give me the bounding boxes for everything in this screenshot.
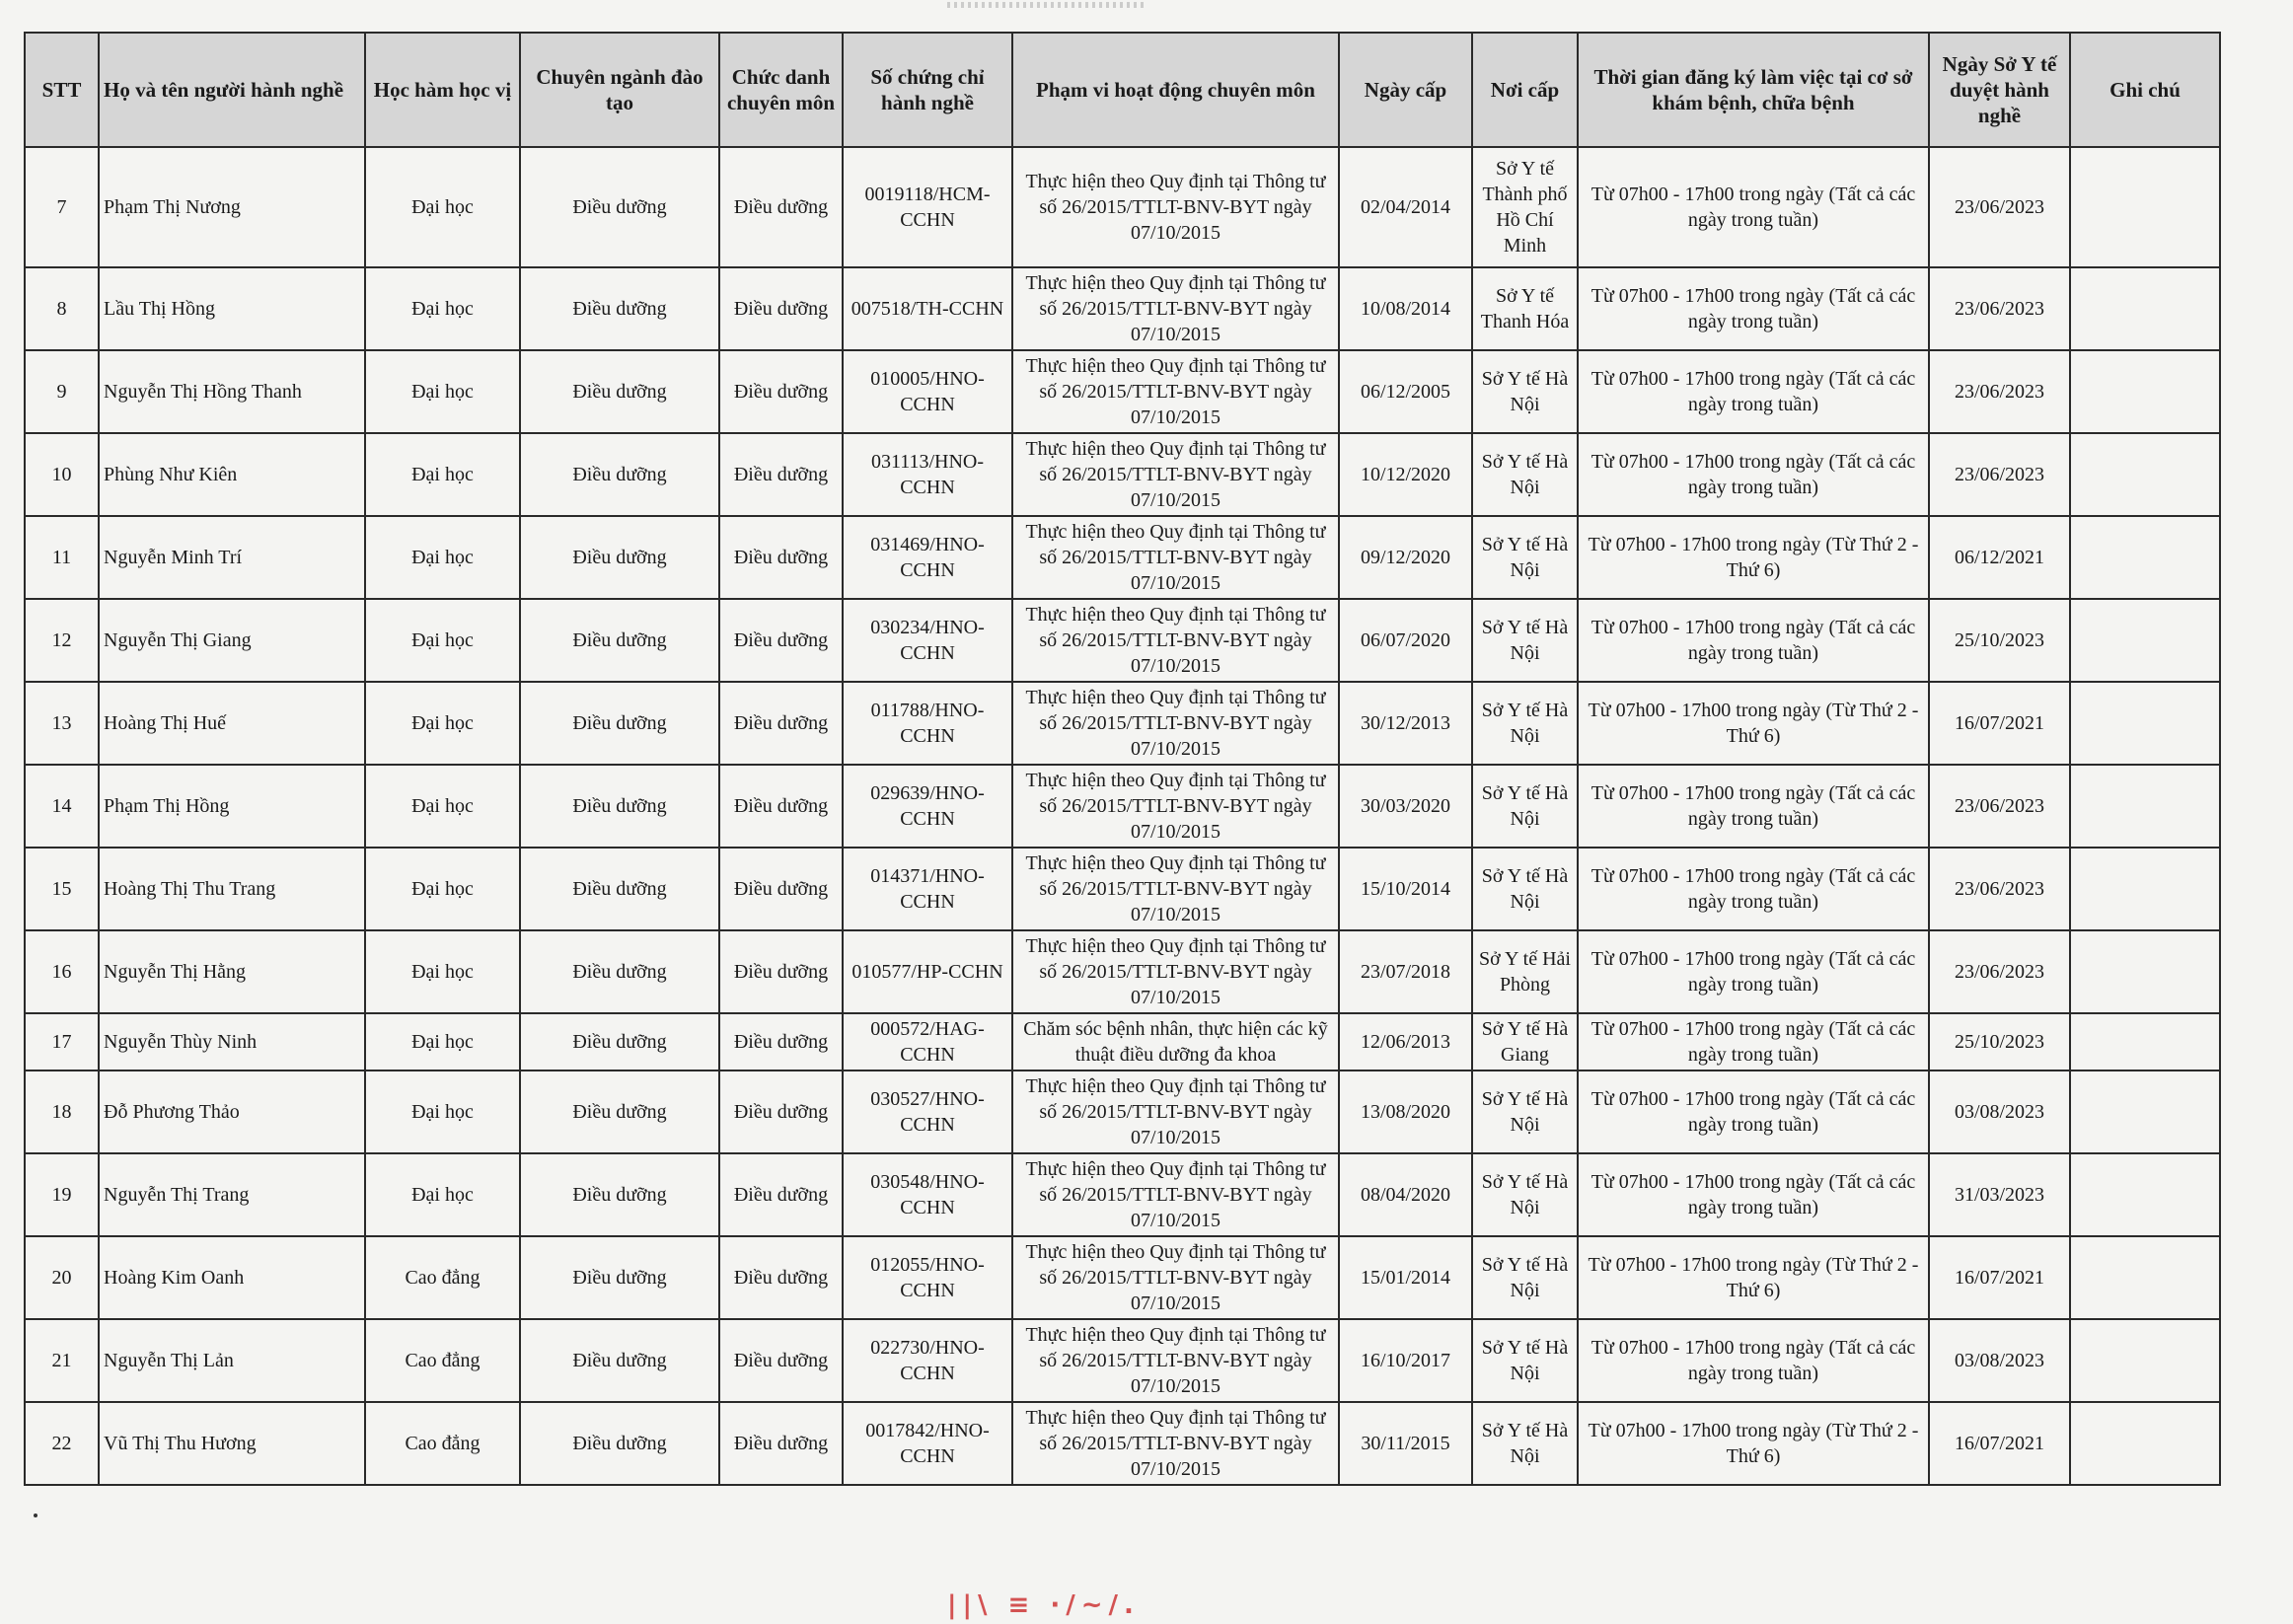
stt-cell: 8 [25, 267, 99, 350]
table-row [25, 433, 2220, 516]
title-cell: Điều dưỡng [719, 1153, 843, 1236]
schedule-cell: Từ 07h00 - 17h00 trong ngày (Từ Thứ 2 - Thứ 6) [1578, 1402, 1929, 1485]
title-cell: Điều dưỡng [719, 848, 843, 930]
table-row [25, 1153, 2220, 1236]
stt-cell: 10 [25, 433, 99, 516]
stt-cell: 17 [25, 1013, 99, 1070]
issue-date-cell: 15/10/2014 [1339, 848, 1472, 930]
issue-date-cell: 09/12/2020 [1339, 516, 1472, 599]
issuer-cell: Sở Y tế Hà Nội [1472, 516, 1578, 599]
scope-cell: Thực hiện theo Quy định tại Thông tư số 26/2015/TTLT-BNV-BYT ngày 07/10/2015 [1012, 1402, 1339, 1485]
table-row [25, 516, 2220, 599]
notes-cell [2070, 350, 2220, 433]
table-row [25, 1319, 2220, 1402]
header-name: Họ và tên người hành nghề [99, 33, 365, 147]
issuer-cell: Sở Y tế Hà Nội [1472, 1402, 1578, 1485]
scope-cell: Thực hiện theo Quy định tại Thông tư số 26/2015/TTLT-BNV-BYT ngày 07/10/2015 [1012, 267, 1339, 350]
table-row [25, 1070, 2220, 1153]
degree-cell: Đại học [365, 1013, 520, 1070]
table-row [25, 599, 2220, 682]
major-cell: Điều dưỡng [520, 1070, 719, 1153]
stt-cell: 14 [25, 765, 99, 848]
notes-cell [2070, 1153, 2220, 1236]
degree-cell: Đại học [365, 765, 520, 848]
cert-cell: 031469/HNO-CCHN [843, 516, 1012, 599]
scope-cell: Chăm sóc bệnh nhân, thực hiện các kỹ thuật điều dưỡng đa khoa [1012, 1013, 1339, 1070]
issuer-cell: Sở Y tế Hà Nội [1472, 1070, 1578, 1153]
schedule-cell: Từ 07h00 - 17h00 trong ngày (Từ Thứ 2 - Thứ 6) [1578, 682, 1929, 765]
issuer-cell: Sở Y tế Hà Nội [1472, 765, 1578, 848]
stt-cell: 21 [25, 1319, 99, 1402]
header-scope: Phạm vi hoạt động chuyên môn [1012, 33, 1339, 147]
title-cell: Điều dưỡng [719, 1402, 843, 1485]
scan-artifact [947, 2, 1145, 8]
approval-date-cell: 23/06/2023 [1929, 267, 2070, 350]
name-cell: Phạm Thị Hồng [99, 765, 365, 848]
title-cell: Điều dưỡng [719, 267, 843, 350]
name-cell: Nguyễn Thị Lản [99, 1319, 365, 1402]
scope-cell: Thực hiện theo Quy định tại Thông tư số 26/2015/TTLT-BNV-BYT ngày 07/10/2015 [1012, 1070, 1339, 1153]
table-row [25, 350, 2220, 433]
degree-cell: Cao đẳng [365, 1402, 520, 1485]
issue-date-cell: 16/10/2017 [1339, 1319, 1472, 1402]
red-stamp-fragment: ||​\ ≡ ·/~/. [947, 1590, 1140, 1620]
notes-cell [2070, 848, 2220, 930]
notes-cell [2070, 930, 2220, 1013]
major-cell: Điều dưỡng [520, 147, 719, 267]
notes-cell [2070, 765, 2220, 848]
header-major: Chuyên ngành đào tạo [520, 33, 719, 147]
issue-date-cell: 13/08/2020 [1339, 1070, 1472, 1153]
schedule-cell: Từ 07h00 - 17h00 trong ngày (Tất cả các ngày trong tuần) [1578, 1013, 1929, 1070]
degree-cell: Cao đẳng [365, 1236, 520, 1319]
major-cell: Điều dưỡng [520, 350, 719, 433]
cert-cell: 012055/HNO-CCHN [843, 1236, 1012, 1319]
issue-date-cell: 06/07/2020 [1339, 599, 1472, 682]
major-cell: Điều dưỡng [520, 848, 719, 930]
notes-cell [2070, 682, 2220, 765]
title-cell: Điều dưỡng [719, 147, 843, 267]
name-cell: Lầu Thị Hồng [99, 267, 365, 350]
table-row [25, 930, 2220, 1013]
major-cell: Điều dưỡng [520, 682, 719, 765]
scope-cell: Thực hiện theo Quy định tại Thông tư số 26/2015/TTLT-BNV-BYT ngày 07/10/2015 [1012, 1236, 1339, 1319]
degree-cell: Cao đẳng [365, 1319, 520, 1402]
schedule-cell: Từ 07h00 - 17h00 trong ngày (Tất cả các ngày trong tuần) [1578, 930, 1929, 1013]
header-issue-date: Ngày cấp [1339, 33, 1472, 147]
degree-cell: Đại học [365, 350, 520, 433]
schedule-cell: Từ 07h00 - 17h00 trong ngày (Tất cả các ngày trong tuần) [1578, 267, 1929, 350]
cert-cell: 0019118/HCM-CCHN [843, 147, 1012, 267]
table-row [25, 1236, 2220, 1319]
scope-cell: Thực hiện theo Quy định tại Thông tư số 26/2015/TTLT-BNV-BYT ngày 07/10/2015 [1012, 1319, 1339, 1402]
major-cell: Điều dưỡng [520, 516, 719, 599]
issue-date-cell: 10/08/2014 [1339, 267, 1472, 350]
header-degree: Học hàm học vị [365, 33, 520, 147]
header-stt: STT [25, 33, 99, 147]
table-row [25, 848, 2220, 930]
issuer-cell: Sở Y tế Hà Nội [1472, 848, 1578, 930]
issuer-cell: Sở Y tế Hà Nội [1472, 433, 1578, 516]
schedule-cell: Từ 07h00 - 17h00 trong ngày (Từ Thứ 2 - Thứ 6) [1578, 1236, 1929, 1319]
title-cell: Điều dưỡng [719, 682, 843, 765]
degree-cell: Đại học [365, 516, 520, 599]
scope-cell: Thực hiện theo Quy định tại Thông tư số 26/2015/TTLT-BNV-BYT ngày 07/10/2015 [1012, 930, 1339, 1013]
approval-date-cell: 03/08/2023 [1929, 1319, 2070, 1402]
name-cell: Hoàng Kim Oanh [99, 1236, 365, 1319]
practitioner-table [24, 32, 2221, 1486]
major-cell: Điều dưỡng [520, 599, 719, 682]
header-cert: Số chứng chỉ hành nghề [843, 33, 1012, 147]
cert-cell: 010577/HP-CCHN [843, 930, 1012, 1013]
degree-cell: Đại học [365, 1153, 520, 1236]
notes-cell [2070, 1319, 2220, 1402]
issue-date-cell: 23/07/2018 [1339, 930, 1472, 1013]
cert-cell: 022730/HNO-CCHN [843, 1319, 1012, 1402]
header-row [25, 33, 2220, 147]
title-cell: Điều dưỡng [719, 1236, 843, 1319]
major-cell: Điều dưỡng [520, 1319, 719, 1402]
cert-cell: 014371/HNO-CCHN [843, 848, 1012, 930]
major-cell: Điều dưỡng [520, 930, 719, 1013]
issue-date-cell: 08/04/2020 [1339, 1153, 1472, 1236]
issuer-cell: Sở Y tế Thanh Hóa [1472, 267, 1578, 350]
major-cell: Điều dưỡng [520, 433, 719, 516]
notes-cell [2070, 433, 2220, 516]
issue-date-cell: 02/04/2014 [1339, 147, 1472, 267]
stt-cell: 16 [25, 930, 99, 1013]
issuer-cell: Sở Y tế Hà Nội [1472, 599, 1578, 682]
name-cell: Nguyễn Thị Hồng Thanh [99, 350, 365, 433]
name-cell: Hoàng Thị Huế [99, 682, 365, 765]
table-row [25, 147, 2220, 267]
schedule-cell: Từ 07h00 - 17h00 trong ngày (Tất cả các ngày trong tuần) [1578, 765, 1929, 848]
schedule-cell: Từ 07h00 - 17h00 trong ngày (Tất cả các ngày trong tuần) [1578, 848, 1929, 930]
scope-cell: Thực hiện theo Quy định tại Thông tư số 26/2015/TTLT-BNV-BYT ngày 07/10/2015 [1012, 433, 1339, 516]
header-notes: Ghi chú [2070, 33, 2220, 147]
name-cell: Nguyễn Thị Hằng [99, 930, 365, 1013]
major-cell: Điều dưỡng [520, 1402, 719, 1485]
degree-cell: Đại học [365, 147, 520, 267]
scope-cell: Thực hiện theo Quy định tại Thông tư số 26/2015/TTLT-BNV-BYT ngày 07/10/2015 [1012, 682, 1339, 765]
issue-date-cell: 30/12/2013 [1339, 682, 1472, 765]
schedule-cell: Từ 07h00 - 17h00 trong ngày (Tất cả các ngày trong tuần) [1578, 599, 1929, 682]
approval-date-cell: 25/10/2023 [1929, 599, 2070, 682]
stt-cell: 15 [25, 848, 99, 930]
major-cell: Điều dưỡng [520, 1013, 719, 1070]
table-row [25, 267, 2220, 350]
name-cell: Hoàng Thị Thu Trang [99, 848, 365, 930]
issuer-cell: Sở Y tế Hà Nội [1472, 1153, 1578, 1236]
title-cell: Điều dưỡng [719, 599, 843, 682]
degree-cell: Đại học [365, 267, 520, 350]
stt-cell: 9 [25, 350, 99, 433]
issuer-cell: Sở Y tế Hà Nội [1472, 1236, 1578, 1319]
notes-cell [2070, 1236, 2220, 1319]
scope-cell: Thực hiện theo Quy định tại Thông tư số 26/2015/TTLT-BNV-BYT ngày 07/10/2015 [1012, 516, 1339, 599]
stt-cell: 7 [25, 147, 99, 267]
table-row [25, 1013, 2220, 1070]
approval-date-cell: 16/07/2021 [1929, 1236, 2070, 1319]
header-issuer: Nơi cấp [1472, 33, 1578, 147]
major-cell: Điều dưỡng [520, 1153, 719, 1236]
major-cell: Điều dưỡng [520, 1236, 719, 1319]
name-cell: Nguyễn Minh Trí [99, 516, 365, 599]
issuer-cell: Sở Y tế Thành phố Hồ Chí Minh [1472, 147, 1578, 267]
scope-cell: Thực hiện theo Quy định tại Thông tư số 26/2015/TTLT-BNV-BYT ngày 07/10/2015 [1012, 599, 1339, 682]
degree-cell: Đại học [365, 433, 520, 516]
name-cell: Phùng Như Kiên [99, 433, 365, 516]
approval-date-cell: 16/07/2021 [1929, 1402, 2070, 1485]
issuer-cell: Sở Y tế Hà Nội [1472, 1319, 1578, 1402]
major-cell: Điều dưỡng [520, 765, 719, 848]
stt-cell: 19 [25, 1153, 99, 1236]
approval-date-cell: 06/12/2021 [1929, 516, 2070, 599]
title-cell: Điều dưỡng [719, 433, 843, 516]
cert-cell: 0017842/HNO-CCHN [843, 1402, 1012, 1485]
issuer-cell: Sở Y tế Hà Nội [1472, 350, 1578, 433]
table-row [25, 1402, 2220, 1485]
stt-cell: 22 [25, 1402, 99, 1485]
degree-cell: Đại học [365, 682, 520, 765]
cert-cell: 030527/HNO-CCHN [843, 1070, 1012, 1153]
table-row [25, 765, 2220, 848]
issue-date-cell: 12/06/2013 [1339, 1013, 1472, 1070]
schedule-cell: Từ 07h00 - 17h00 trong ngày (Tất cả các ngày trong tuần) [1578, 1319, 1929, 1402]
issue-date-cell: 30/03/2020 [1339, 765, 1472, 848]
cert-cell: 029639/HNO-CCHN [843, 765, 1012, 848]
issuer-cell: Sở Y tế Hà Nội [1472, 682, 1578, 765]
approval-date-cell: 23/06/2023 [1929, 930, 2070, 1013]
title-cell: Điều dưỡng [719, 516, 843, 599]
issuer-cell: Sở Y tế Hải Phòng [1472, 930, 1578, 1013]
approval-date-cell: 25/10/2023 [1929, 1013, 2070, 1070]
notes-cell [2070, 516, 2220, 599]
name-cell: Đỗ Phương Thảo [99, 1070, 365, 1153]
stt-cell: 18 [25, 1070, 99, 1153]
schedule-cell: Từ 07h00 - 17h00 trong ngày (Tất cả các ngày trong tuần) [1578, 350, 1929, 433]
scope-cell: Thực hiện theo Quy định tại Thông tư số 26/2015/TTLT-BNV-BYT ngày 07/10/2015 [1012, 1153, 1339, 1236]
title-cell: Điều dưỡng [719, 1319, 843, 1402]
approval-date-cell: 23/06/2023 [1929, 765, 2070, 848]
approval-date-cell: 23/06/2023 [1929, 147, 2070, 267]
degree-cell: Đại học [365, 848, 520, 930]
approval-date-cell: 03/08/2023 [1929, 1070, 2070, 1153]
title-cell: Điều dưỡng [719, 765, 843, 848]
notes-cell [2070, 1070, 2220, 1153]
cert-cell: 007518/TH-CCHN [843, 267, 1012, 350]
cert-cell: 031113/HNO-CCHN [843, 433, 1012, 516]
schedule-cell: Từ 07h00 - 17h00 trong ngày (Tất cả các ngày trong tuần) [1578, 1153, 1929, 1236]
scope-cell: Thực hiện theo Quy định tại Thông tư số 26/2015/TTLT-BNV-BYT ngày 07/10/2015 [1012, 848, 1339, 930]
name-cell: Vũ Thị Thu Hương [99, 1402, 365, 1485]
name-cell: Phạm Thị Nương [99, 147, 365, 267]
header-schedule: Thời gian đăng ký làm việc tại cơ sở khám bệnh, chữa bệnh [1578, 33, 1929, 147]
notes-cell [2070, 1402, 2220, 1485]
name-cell: Nguyễn Thị Giang [99, 599, 365, 682]
title-cell: Điều dưỡng [719, 350, 843, 433]
degree-cell: Đại học [365, 1070, 520, 1153]
degree-cell: Đại học [365, 930, 520, 1013]
stt-cell: 12 [25, 599, 99, 682]
cert-cell: 030548/HNO-CCHN [843, 1153, 1012, 1236]
name-cell: Nguyễn Thùy Ninh [99, 1013, 365, 1070]
approval-date-cell: 23/06/2023 [1929, 350, 2070, 433]
scope-cell: Thực hiện theo Quy định tại Thông tư số 26/2015/TTLT-BNV-BYT ngày 07/10/2015 [1012, 765, 1339, 848]
degree-cell: Đại học [365, 599, 520, 682]
scope-cell: Thực hiện theo Quy định tại Thông tư số 26/2015/TTLT-BNV-BYT ngày 07/10/2015 [1012, 350, 1339, 433]
title-cell: Điều dưỡng [719, 930, 843, 1013]
scope-cell: Thực hiện theo Quy định tại Thông tư số 26/2015/TTLT-BNV-BYT ngày 07/10/2015 [1012, 147, 1339, 267]
notes-cell [2070, 267, 2220, 350]
schedule-cell: Từ 07h00 - 17h00 trong ngày (Từ Thứ 2 - Thứ 6) [1578, 516, 1929, 599]
approval-date-cell: 31/03/2023 [1929, 1153, 2070, 1236]
approval-date-cell: 23/06/2023 [1929, 433, 2070, 516]
notes-cell [2070, 147, 2220, 267]
schedule-cell: Từ 07h00 - 17h00 trong ngày (Tất cả các ngày trong tuần) [1578, 1070, 1929, 1153]
cert-cell: 000572/HAG-CCHN [843, 1013, 1012, 1070]
issuer-cell: Sở Y tế Hà Giang [1472, 1013, 1578, 1070]
stt-cell: 20 [25, 1236, 99, 1319]
approval-date-cell: 23/06/2023 [1929, 848, 2070, 930]
title-cell: Điều dưỡng [719, 1013, 843, 1070]
approval-date-cell: 16/07/2021 [1929, 682, 2070, 765]
title-cell: Điều dưỡng [719, 1070, 843, 1153]
issue-date-cell: 15/01/2014 [1339, 1236, 1472, 1319]
schedule-cell: Từ 07h00 - 17h00 trong ngày (Tất cả các ngày trong tuần) [1578, 147, 1929, 267]
cert-cell: 010005/HNO-CCHN [843, 350, 1012, 433]
issue-date-cell: 10/12/2020 [1339, 433, 1472, 516]
major-cell: Điều dưỡng [520, 267, 719, 350]
issue-date-cell: 30/11/2015 [1339, 1402, 1472, 1485]
cert-cell: 030234/HNO-CCHN [843, 599, 1012, 682]
table-row [25, 682, 2220, 765]
notes-cell [2070, 1013, 2220, 1070]
header-title: Chức danh chuyên môn [719, 33, 843, 147]
notes-cell [2070, 599, 2220, 682]
cert-cell: 011788/HNO-CCHN [843, 682, 1012, 765]
stt-cell: 13 [25, 682, 99, 765]
ink-dot [34, 1513, 37, 1517]
name-cell: Nguyễn Thị Trang [99, 1153, 365, 1236]
schedule-cell: Từ 07h00 - 17h00 trong ngày (Tất cả các ngày trong tuần) [1578, 433, 1929, 516]
header-approval-date: Ngày Sở Y tế duyệt hành nghề [1929, 33, 2070, 147]
stt-cell: 11 [25, 516, 99, 599]
issue-date-cell: 06/12/2005 [1339, 350, 1472, 433]
